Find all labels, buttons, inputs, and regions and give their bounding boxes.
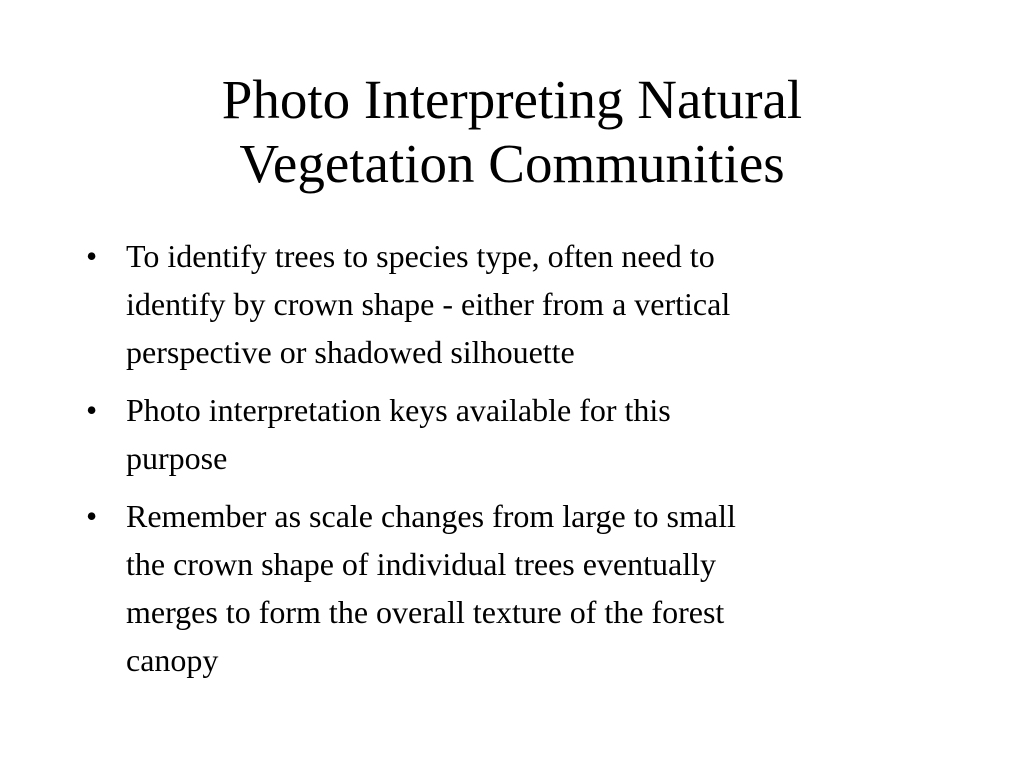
bullet-item: [86, 386, 916, 482]
bullet-icon: •: [86, 238, 98, 274]
bullet-text-line: canopy: [126, 642, 219, 678]
bullet-text-line: Remember as scale changes from large to small: [126, 498, 736, 534]
bullet-text-line: the crown shape of individual trees eventually: [126, 546, 717, 582]
bullet-text-line: perspective or shadowed silhouette: [126, 334, 575, 370]
slide-title-line: Vegetation Communities: [239, 133, 785, 194]
bullet-icon: •: [86, 498, 98, 534]
slide-title-line: Photo Interpreting Natural: [221, 69, 803, 130]
bullet-icon: •: [86, 392, 98, 428]
bullet-text-line: merges to form the overall texture of the forest: [126, 594, 725, 630]
bullet-text-line: purpose: [126, 440, 228, 476]
bullet-text-line: identify by crown shape - either from a vertical: [126, 286, 731, 322]
bullet-text-line: Photo interpretation keys available for this: [126, 392, 671, 428]
bullet-list: [86, 232, 916, 694]
bullet-item: [86, 492, 916, 684]
bullet-item: [86, 232, 916, 376]
slide-title: [70, 68, 954, 196]
bullet-text-line: To identify trees to species type, often need to: [126, 238, 715, 274]
